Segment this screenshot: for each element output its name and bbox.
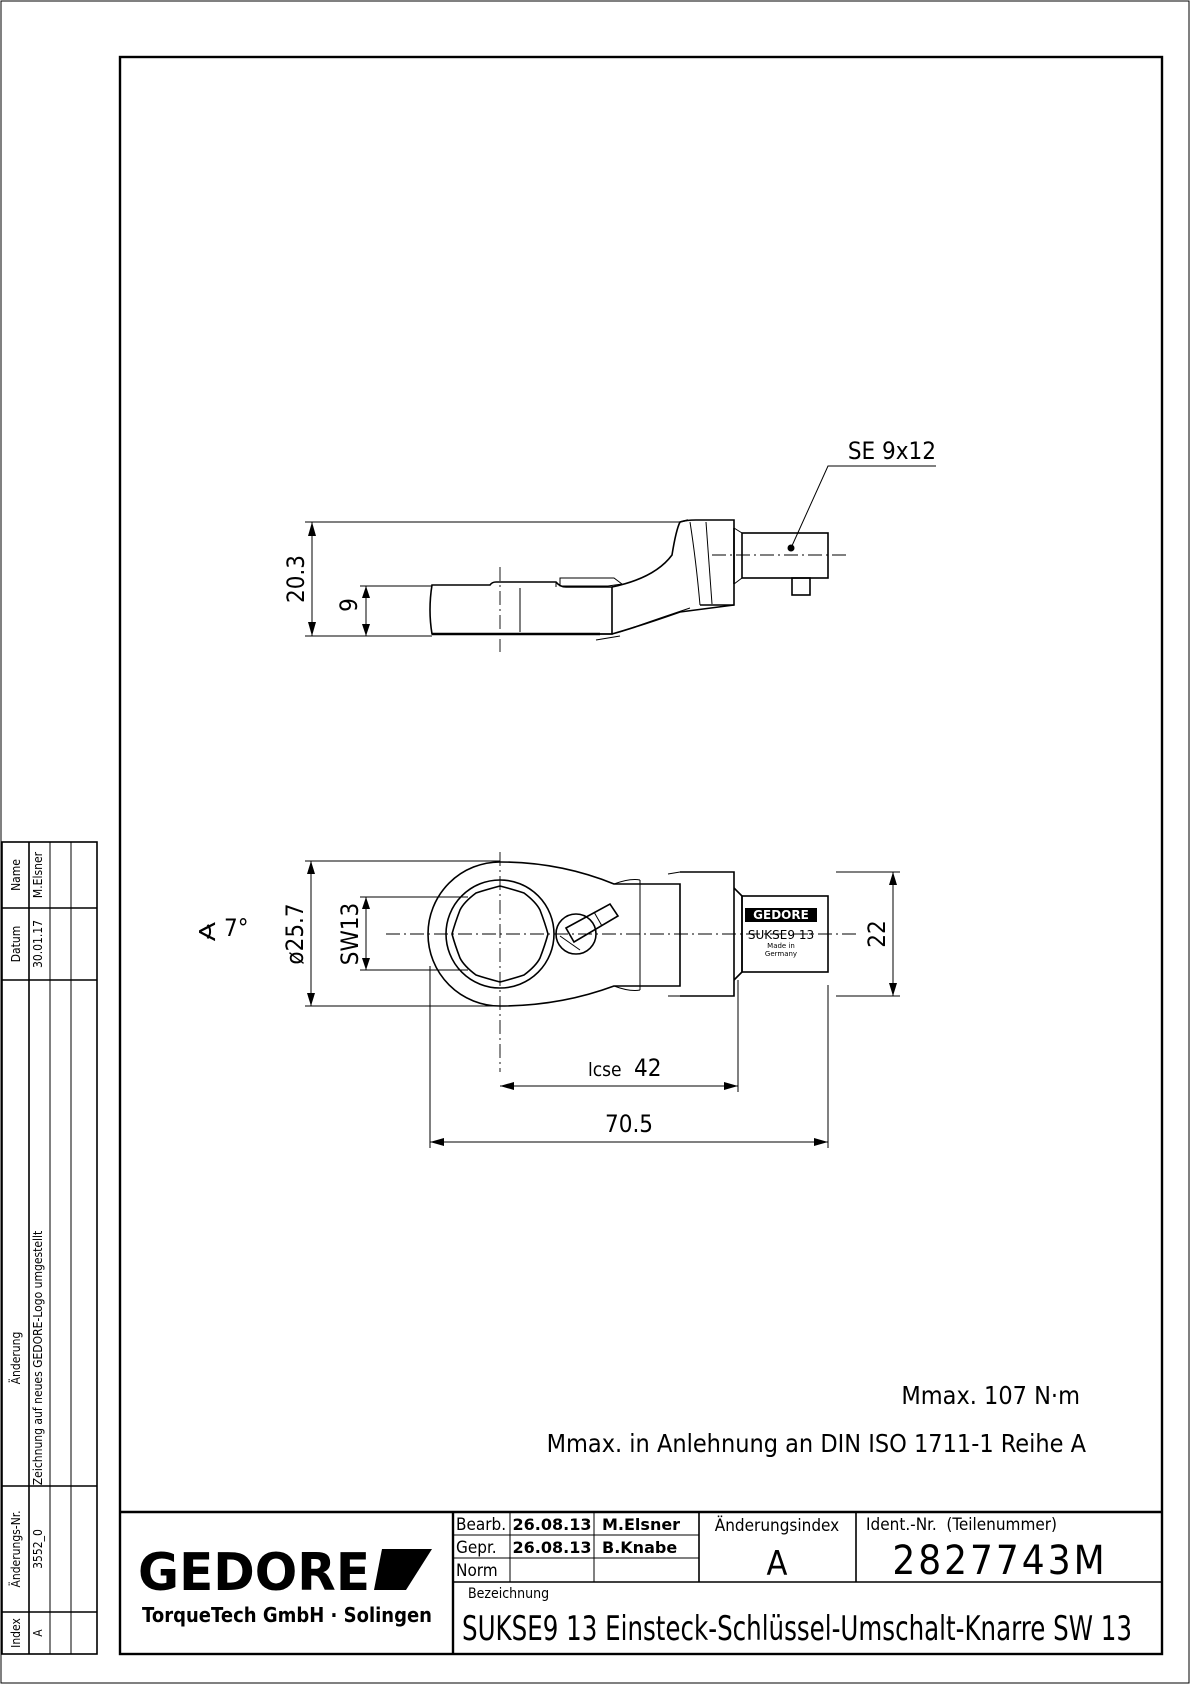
engraving-made-in-2: Germany bbox=[764, 950, 798, 958]
dim-lcse-label: 42 bbox=[634, 1054, 662, 1082]
rev-header-date: Datum bbox=[9, 925, 23, 963]
dim-length-label: 70.5 bbox=[604, 1110, 654, 1138]
engraving-logo: GEDORE bbox=[753, 908, 809, 922]
rev-header-name: Name bbox=[9, 859, 23, 891]
tb-row1-label: Bearb. bbox=[456, 1515, 507, 1535]
tb-row1-date: 26.08.13 bbox=[512, 1515, 592, 1534]
title-block bbox=[120, 1512, 1162, 1654]
change-index-label: Änderungsindex bbox=[714, 1516, 840, 1536]
drawing-frame bbox=[120, 57, 1162, 1654]
angle-symbol: ∢ bbox=[196, 918, 218, 948]
tb-row2-name: B.Knabe bbox=[602, 1538, 678, 1557]
company-name: TorqueTech GmbH · Solingen bbox=[142, 1603, 432, 1627]
revision-table bbox=[2, 842, 97, 1654]
dim-diameter-label: ø25.7 bbox=[281, 903, 309, 965]
tb-row3-label: Norm bbox=[456, 1561, 498, 1581]
engraving-model: SUKSE9 13 bbox=[747, 928, 815, 942]
rev-row-name: M.Elsner bbox=[31, 851, 45, 899]
dim-width-label: 22 bbox=[863, 920, 891, 948]
tb-row2-label: Gepr. bbox=[456, 1538, 497, 1558]
dim-thickness-label: 9 bbox=[335, 598, 363, 612]
engraving-made-in-1: Made in bbox=[767, 942, 795, 950]
ident-value: 2827743M bbox=[892, 1538, 1108, 1584]
note-mmax-norm: Mmax. in Anlehnung an DIN ISO 1711-1 Reihe A bbox=[546, 1429, 1086, 1458]
se-label: SE 9x12 bbox=[847, 437, 936, 465]
rev-header-index: Index bbox=[9, 1618, 23, 1648]
rev-row-index: A bbox=[31, 1629, 45, 1637]
rev-row-date: 30.01.17 bbox=[31, 919, 45, 969]
tb-row2-date: 26.08.13 bbox=[512, 1538, 592, 1557]
side-view bbox=[282, 437, 936, 652]
rev-header-change: Änderung bbox=[9, 1331, 23, 1385]
dim-lcse-prefix: lcse bbox=[588, 1059, 622, 1081]
rev-row-change: Zeichnung auf neues GEDORE-Logo umgestellt bbox=[31, 1230, 45, 1486]
designation-label: Bezeichnung bbox=[468, 1586, 550, 1602]
dim-height-label: 20.3 bbox=[282, 554, 310, 604]
top-view bbox=[196, 852, 900, 1148]
logo-parallelogram bbox=[374, 1549, 432, 1590]
change-index-value: A bbox=[766, 1544, 788, 1584]
rev-row-change-no: 3552_0 bbox=[31, 1529, 45, 1569]
ident-label: Ident.-Nr. (Teilenummer) bbox=[866, 1515, 1058, 1535]
note-mmax: Mmax. 107 N·m bbox=[901, 1381, 1080, 1410]
logo-text: GEDORE bbox=[138, 1543, 370, 1603]
rev-header-change-no: Änderungs-Nr. bbox=[9, 1510, 23, 1588]
designation-value: SUKSE9 13 Einsteck-Schlüssel-Umschalt-Knarre SW 13 bbox=[462, 1609, 1132, 1649]
tb-row1-name: M.Elsner bbox=[602, 1515, 681, 1534]
dim-sw-label: SW13 bbox=[336, 902, 364, 966]
angle-value: 7° bbox=[224, 914, 249, 942]
